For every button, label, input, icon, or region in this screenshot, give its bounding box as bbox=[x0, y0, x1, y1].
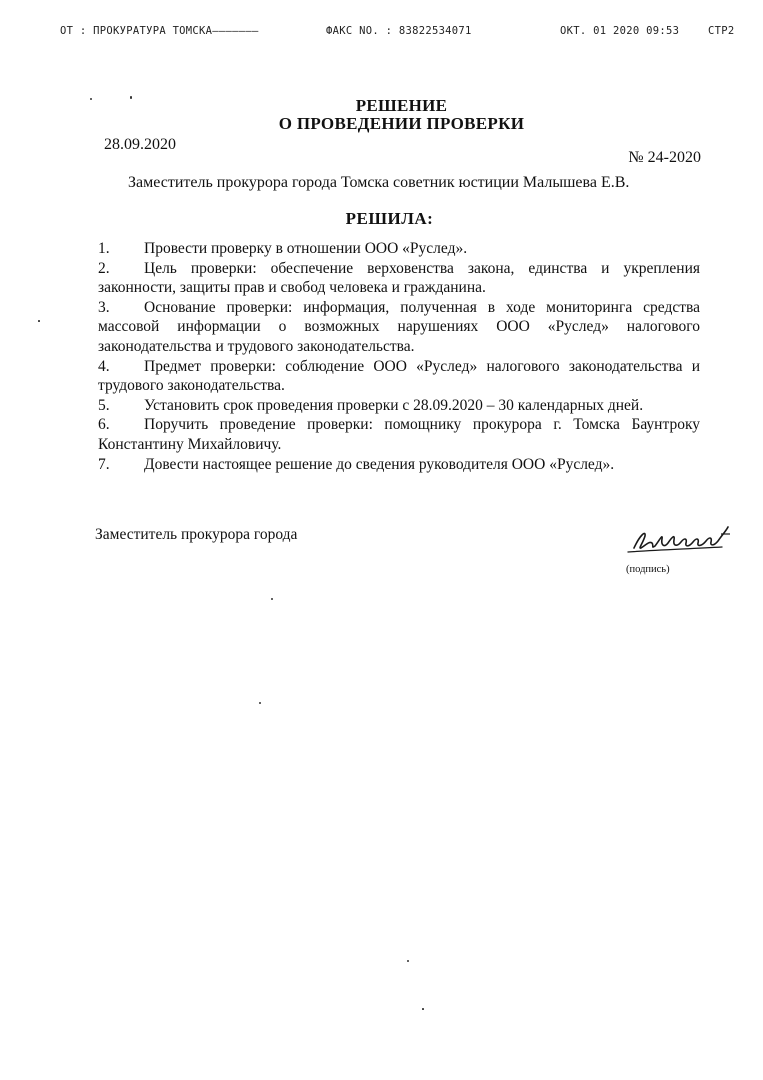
decision-items bbox=[98, 239, 700, 474]
fax-sender: ОТ : ПРОКУРАТУРА ТОМСКА——————— bbox=[60, 25, 259, 37]
scan-speck bbox=[90, 98, 92, 100]
scan-speck bbox=[130, 96, 132, 99]
document-number: № 24-2020 bbox=[628, 149, 701, 166]
decision-item bbox=[98, 259, 700, 298]
item-text: Основание проверки: информация, полученная в ходе мониторинга средства массовой информации о возможных нарушениях ООО «Руслед» налогового законодательства и трудового законодательства. bbox=[98, 298, 700, 355]
item-text: Установить срок проведения проверки с 28.09.2020 – 30 календарных дней. bbox=[144, 396, 644, 414]
scan-speck bbox=[259, 702, 261, 704]
item-text: Цель проверки: обеспечение верховенства закона, единства и укрепления законности, защиты прав и свобод человека и гражданина. bbox=[98, 259, 700, 297]
signature-caption: (подпись) bbox=[626, 564, 670, 575]
decision-item bbox=[98, 298, 700, 357]
item-text: Довести настоящее решение до сведения руководителя ООО «Руслед». bbox=[144, 455, 615, 473]
item-text: Провести проверку в отношении ООО «Руслед». bbox=[144, 240, 468, 257]
item-number: 7. bbox=[98, 455, 110, 473]
decision-item bbox=[98, 357, 700, 396]
item-number: 1. bbox=[98, 240, 110, 257]
document-subtitle: О ПРОВЕДЕНИИ ПРОВЕРКИ bbox=[278, 114, 525, 133]
item-number: 6. bbox=[98, 416, 110, 434]
fax-number: ФАКС NO. : 83822534071 bbox=[326, 25, 472, 37]
resolved-heading: РЕШИЛА: bbox=[345, 209, 434, 228]
item-number: 2. bbox=[98, 259, 110, 277]
item-number: 4. bbox=[98, 357, 110, 375]
scan-speck bbox=[38, 320, 40, 322]
decision-item bbox=[98, 239, 700, 259]
item-text: Поручить проведение проверки: помощнику прокурора г. Томска Баунтроку Константину Михайловичу. bbox=[98, 416, 700, 453]
item-text: Предмет проверки: соблюдение ООО «Руслед» налогового законодательства и трудового законодательства. bbox=[98, 357, 700, 395]
fax-datetime: ОКТ. 01 2020 09:53 bbox=[560, 25, 680, 37]
scan-speck bbox=[271, 598, 273, 600]
item-number: 5. bbox=[98, 396, 110, 414]
scan-speck bbox=[422, 1008, 424, 1010]
scan-speck bbox=[407, 960, 409, 962]
decision-item bbox=[98, 415, 700, 454]
signer-title: Заместитель прокурора города bbox=[95, 526, 298, 543]
issuing-authority: Заместитель прокурора города Томска советник юстиции Малышева Е.В. bbox=[128, 174, 630, 191]
document-title: РЕШЕНИЕ bbox=[355, 96, 448, 115]
document-date: 28.09.2020 bbox=[104, 136, 176, 153]
item-number: 3. bbox=[98, 298, 110, 316]
decision-item bbox=[98, 396, 700, 416]
fax-page-number: СТР2 bbox=[708, 25, 735, 37]
decision-item bbox=[98, 455, 700, 475]
fax-header bbox=[0, 25, 763, 45]
handwritten-signature bbox=[626, 521, 744, 561]
